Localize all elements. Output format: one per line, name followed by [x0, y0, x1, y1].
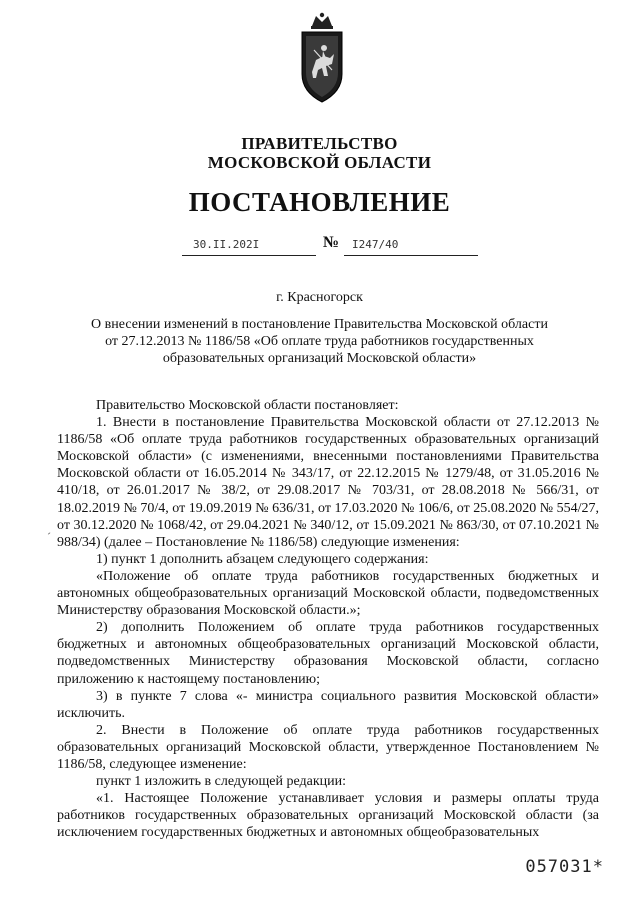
document-number: I247/40 — [352, 238, 399, 251]
number-underline — [344, 255, 478, 256]
city-line: г. Красногорск — [276, 290, 363, 305]
org-name-line2: МОСКОВСКОЙ ОБЛАСТИ — [207, 153, 432, 172]
body-paragraph: 2. Внести в Положение об оплате труда работников государственных образовательных организаций Московской области, утвержденное Постановлением № 1186/58, следующее изменение: — [57, 722, 599, 772]
decree-body — [57, 397, 599, 841]
coat-of-arms-emblem — [296, 12, 348, 108]
body-paragraph: «1. Настоящее Положение устанавливает условия и размеры оплаты труда работников государственных образовательных организаций Московской области (за исключением государственных бюджетных и автономных общеобразовательных — [57, 791, 599, 841]
body-paragraph: 3) в пункте 7 слова «- министра социального развития Московской области» исключить. — [57, 688, 599, 721]
subject-line: образовательных организаций Московской области» — [162, 351, 477, 366]
body-paragraph: 1) пункт 1 дополнить абзацем следующего содержания: — [96, 551, 429, 567]
body-paragraph: Правительство Московской области постановляет: — [96, 398, 399, 413]
decree-subject — [60, 316, 579, 367]
registration-asterisk: * — [592, 857, 604, 877]
body-paragraph: 1. Внести в постановление Правительства Московской области от 27.12.2013 № 1186/58 «Об оплате труда работников государственных образовательных организаций Московской области» (с изменениями, внесенными постановлениями Правительства Московской области от 16.05.2014 № 343/17, от 22.12.2015 № 1279/48, от 31.05.2016 № 410/18, от 26.01.2017 № 38/2, от 29.08.2017 № 703/31, от 28.08.2018 № 566/31, от 18.02.2019 № 70/4, от 19.09.2019 № 636/31, от 17.03.2020 № 106/6, от 25.08.2020 № 554/27, от 30.12.2020 № 1068/42, от 29.04.2021 № 340/12, от 15.09.2021 № 863/30, от 07.10.2021 № 988/34) (далее – Постановление № 1186/58) следующие изменения: — [57, 415, 599, 550]
number-sign: № — [323, 234, 340, 251]
subject-line: от 27.12.2013 № 1186/58 «Об оплате труда работников государственных — [105, 334, 534, 349]
body-paragraph: «Положение об оплате труда работников государственных бюджетных и автономных общеобразовательных организаций Московской области, подведомственных Министерству образования Московской области.»; — [57, 568, 599, 619]
registration-stamp — [525, 857, 604, 877]
subject-line: О внесении изменений в постановление Правительства Московской области — [91, 317, 548, 332]
registration-number: 057031 — [525, 857, 593, 877]
org-name-line1: ПРАВИТЕЛЬСТВО — [241, 134, 398, 153]
document-date: 30.II.202I — [193, 238, 260, 251]
document-type-title: ПОСТАНОВЛЕНИЕ — [188, 187, 451, 217]
date-underline — [182, 255, 316, 256]
body-paragraph: пункт 1 изложить в следующей редакции: — [96, 774, 346, 790]
margin-mark: ˊ — [47, 530, 51, 544]
body-paragraph: 2) дополнить Положением об оплате труда работников государственных бюджетных и автономных общеобразовательных организаций Московской области, подведомственных Министерству образования Московской области, согласно приложению к настоящему постановлению; — [57, 620, 599, 687]
